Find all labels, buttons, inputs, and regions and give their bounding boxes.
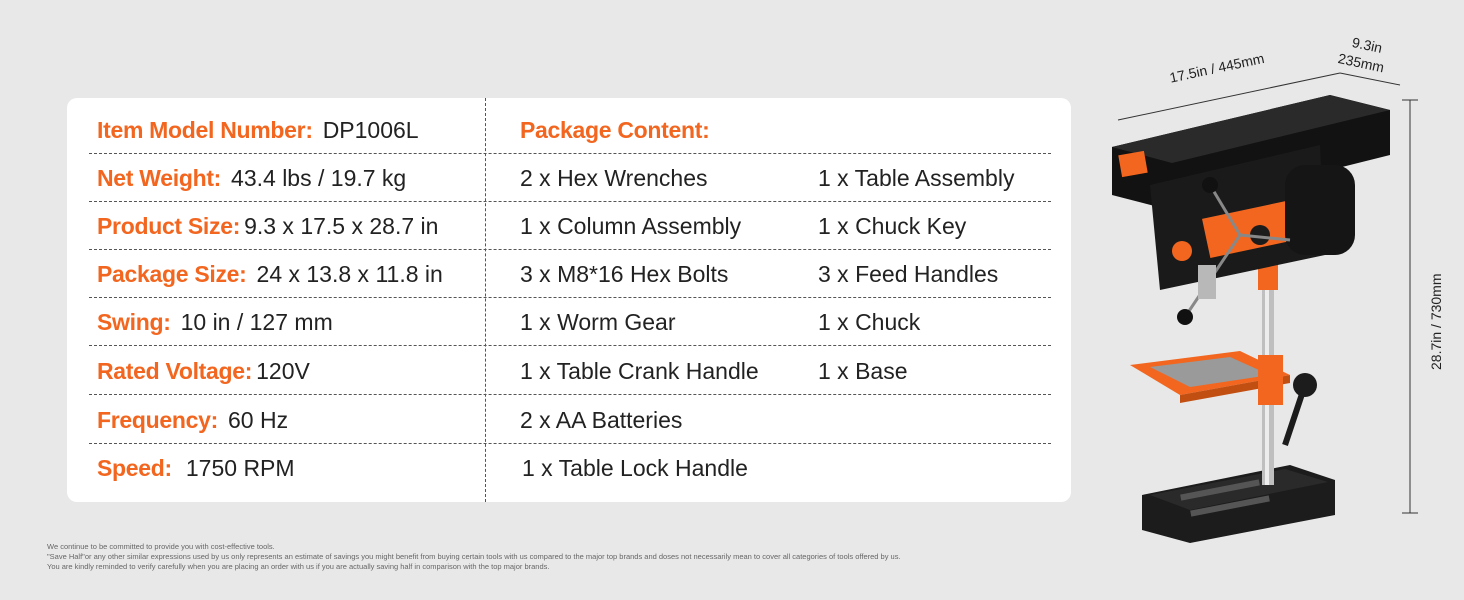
drill-press-image <box>1090 25 1450 565</box>
base-icon <box>1142 465 1335 543</box>
spec-speed <box>97 444 295 492</box>
spec-swing <box>97 298 333 346</box>
spec-label: Net Weight: <box>97 165 222 191</box>
spec-label: Frequency: <box>97 407 218 433</box>
chuck-icon <box>1198 265 1216 299</box>
package-item: 2 x Hex Wrenches <box>520 165 708 191</box>
package-heading <box>520 106 719 154</box>
table-row <box>89 250 1051 298</box>
table-icon <box>1130 351 1290 405</box>
package-item: 1 x Table Crank Handle <box>520 358 759 384</box>
disclaimer-line: We continue to be committed to provide you with cost-effective tools. <box>47 542 275 551</box>
table-row <box>89 202 1051 250</box>
spec-value: 120V <box>256 358 310 384</box>
spec-label: Package Size: <box>97 261 247 287</box>
package-item: 1 x Chuck Key <box>818 213 967 239</box>
spec-value: 24 x 13.8 x 11.8 in <box>256 261 443 287</box>
table-row <box>89 444 1051 492</box>
spec-label: Product Size: <box>97 213 241 239</box>
spec-value: 43.4 lbs / 19.7 kg <box>231 165 407 191</box>
spec-package-size <box>97 250 443 298</box>
spec-value: DP1006L <box>322 117 419 143</box>
table-row <box>89 347 1051 395</box>
spec-label: Speed: <box>97 455 172 481</box>
spec-value: 10 in / 127 mm <box>180 309 333 335</box>
width-dimension-label: 17.5in / 445mm <box>1168 49 1266 86</box>
package-item: 3 x Feed Handles <box>818 261 999 287</box>
disclaimer <box>47 542 1107 572</box>
table-row <box>89 298 1051 346</box>
spec-frequency <box>97 396 288 444</box>
spec-rated-voltage <box>97 347 310 395</box>
spec-value: 60 Hz <box>227 407 289 433</box>
spec-label: Rated Voltage: <box>97 358 253 384</box>
height-dimension-label: 28.7in / 730mm <box>1428 273 1444 370</box>
depth-dimension-label-in: 9.3in <box>1350 34 1384 56</box>
disclaimer-line: You are kindly reminded to verify carefully when you are placing an order with us if you are actually saving half in comparison with the top major brands. <box>47 562 550 571</box>
table-row <box>89 106 1051 154</box>
package-item: 1 x Table Lock Handle <box>522 455 748 481</box>
spec-net-weight <box>97 154 406 202</box>
table-row <box>89 396 1051 444</box>
package-heading-text: Package Content: <box>520 117 710 143</box>
spec-value: 9.3 x 17.5 x 28.7 in <box>244 213 439 239</box>
package-item: 1 x Base <box>818 358 908 384</box>
spec-label: Item Model Number: <box>97 117 313 143</box>
disclaimer-line: "Save Half"or any other similar expressions used by us only represents an estimate of savings you might benefit from buying certain tools with us compared to the major top brands and doses not necessarily mean to cover all categories of tools offered by us. <box>47 552 901 561</box>
spec-card <box>67 98 1071 502</box>
spec-product-size <box>97 202 438 250</box>
package-item: 2 x AA Batteries <box>520 407 683 433</box>
spec-item-model <box>97 106 419 154</box>
head-icon <box>1112 95 1390 290</box>
package-item: 1 x Chuck <box>818 309 921 335</box>
spec-label: Swing: <box>97 309 171 335</box>
table-row <box>89 154 1051 202</box>
spec-value: 1750 RPM <box>185 455 295 481</box>
depth-dimension-label-mm: 235mm <box>1336 50 1386 76</box>
package-item: 3 x M8*16 Hex Bolts <box>520 261 729 287</box>
package-item: 1 x Column Assembly <box>520 213 742 239</box>
package-item: 1 x Worm Gear <box>520 309 676 335</box>
package-item: 1 x Table Assembly <box>818 165 1015 191</box>
